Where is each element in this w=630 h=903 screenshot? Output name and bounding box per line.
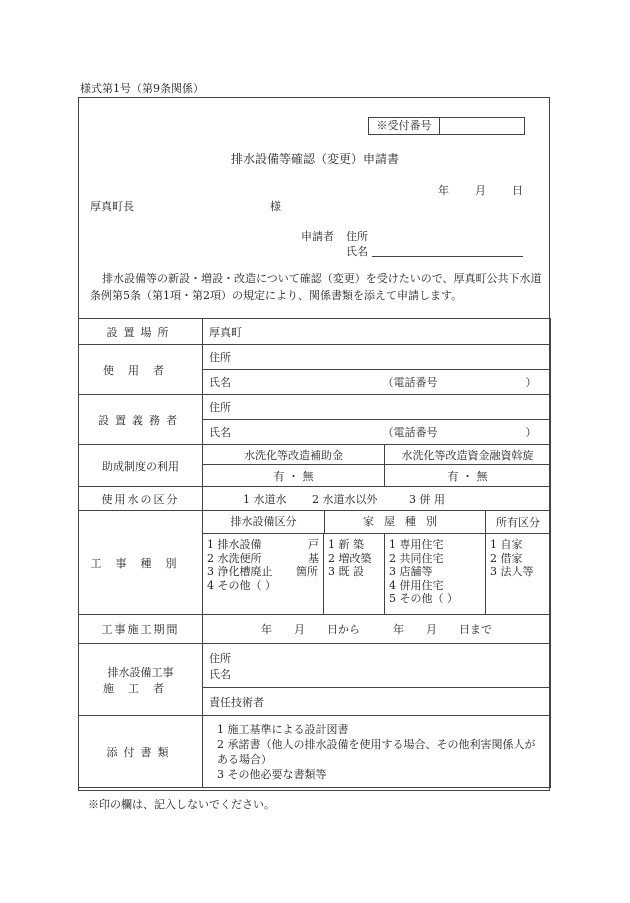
water-options[interactable] (203, 487, 551, 511)
period-label: 工事施工期間 (79, 615, 203, 644)
row-water-source (79, 487, 551, 511)
applicant-address-label[interactable]: 住所 (346, 230, 368, 243)
form-number: 様式第1号（第9条関係） (80, 82, 204, 95)
recipient-honorific: 様 (270, 200, 281, 213)
user-address[interactable]: 住所 (203, 345, 551, 370)
receipt-number-field[interactable] (440, 118, 524, 134)
worktype-h1 (203, 511, 486, 534)
worktype-h1-text: 排水設備区分 (203, 511, 325, 533)
worktype-h2-text: 家屋種別 (363, 515, 447, 528)
ownership-list[interactable]: 1 自家 2 借家 3 法人等 (486, 534, 551, 615)
contractor-address-name[interactable]: 住所 氏名 (203, 644, 551, 688)
applicant-name-label[interactable]: 氏名 (346, 245, 368, 258)
user-phone-close: ） (525, 376, 537, 389)
water-option-3: 3 併 用 (409, 492, 445, 506)
subsidy-col2-header: 水洗化等改造資金融資斡旋 (385, 445, 551, 465)
application-table (78, 318, 551, 788)
receipt-number-label: ※受付番号 (369, 118, 440, 134)
user-label: 使用者 (79, 345, 203, 395)
applicant-name-line (372, 256, 523, 257)
row-attachments (79, 716, 551, 788)
building-type-list[interactable]: 1 専用住宅 2 共同住宅 3 店舗等 4 併用住宅 5 その他（ ） (385, 534, 486, 615)
obligor-name-label: 氏名 (209, 426, 231, 439)
engineer-cell[interactable]: 責任技術者 (203, 688, 551, 716)
building-category-list: 1 新 築 2 増改築 3 既 設 (328, 538, 372, 578)
drainage-category-list: 1 排水設備 2 水洗便所 3 浄化槽廃止 4 その他（ ） 戸 基 箇所 (203, 534, 324, 614)
receipt-number-box (368, 117, 525, 135)
location-label: 設置場所 (79, 319, 203, 345)
obligor-label: 設置義務者 (79, 395, 203, 445)
obligor-phone-close: ） (525, 426, 537, 439)
water-option-1: 1 水道水 (243, 492, 287, 506)
date-line[interactable] (438, 182, 523, 198)
period-value[interactable]: 年 月 日から 年 月 日まで (203, 615, 551, 644)
date-month: 月 (475, 184, 486, 197)
worktype-body-left[interactable] (203, 534, 385, 615)
user-phone-label: （電話番号 (382, 376, 438, 389)
applicant-label: 申請者 (301, 230, 334, 243)
water-option-2: 2 水道水以外 (312, 492, 378, 506)
water-label: 使用水の区分 (79, 487, 203, 511)
footnote: ※印の欄は、記入しないでください。 (88, 798, 275, 811)
recipient-name: 厚真町長 (90, 200, 134, 213)
subsidy-label: 助成制度の利用 (79, 445, 203, 487)
intro-text: 排水設備等の新設・増設・改造について確認（変更）を受けたいので、厚真町公共下水道条例第5条（第1項・第2項）の規定により、関係書類を添えて申請します。 (90, 272, 542, 302)
row-period (79, 615, 551, 644)
row-subsidy-headers (79, 445, 551, 465)
form-title: 排水設備等確認（変更）申請書 (230, 152, 399, 166)
attachments-label: 添付書類 (79, 716, 203, 788)
worktype-h3: 所有区分 (486, 511, 551, 534)
user-name-label: 氏名 (209, 376, 231, 389)
date-day: 日 (512, 184, 523, 197)
row-worktype-headers (79, 511, 551, 534)
subsidy-col1-value[interactable]: 有 ・ 無 (203, 465, 385, 487)
location-value[interactable]: 厚真町 (203, 319, 551, 345)
row-location (79, 319, 551, 345)
obligor-name-cell[interactable] (203, 420, 551, 445)
contractor-label: 排水設備工事 施工者 (79, 644, 203, 716)
obligor-address[interactable]: 住所 (203, 395, 551, 420)
date-year: 年 (438, 184, 449, 197)
subsidy-col2-value[interactable]: 有 ・ 無 (385, 465, 551, 487)
row-user-address (79, 345, 551, 370)
user-name-cell[interactable] (203, 370, 551, 395)
attachments-list: 1 施工基準による設計図書 2 承諾書（他人の排水設備を使用する場合、その他利害関係人がある場合） 3 その他必要な書類等 (203, 716, 551, 788)
obligor-phone-label: （電話番号 (382, 426, 438, 439)
row-contractor (79, 644, 551, 688)
worktype-label: 工事種別 (79, 511, 203, 615)
row-obligor-address (79, 395, 551, 420)
subsidy-col1-header: 水洗化等改造補助金 (203, 445, 385, 465)
